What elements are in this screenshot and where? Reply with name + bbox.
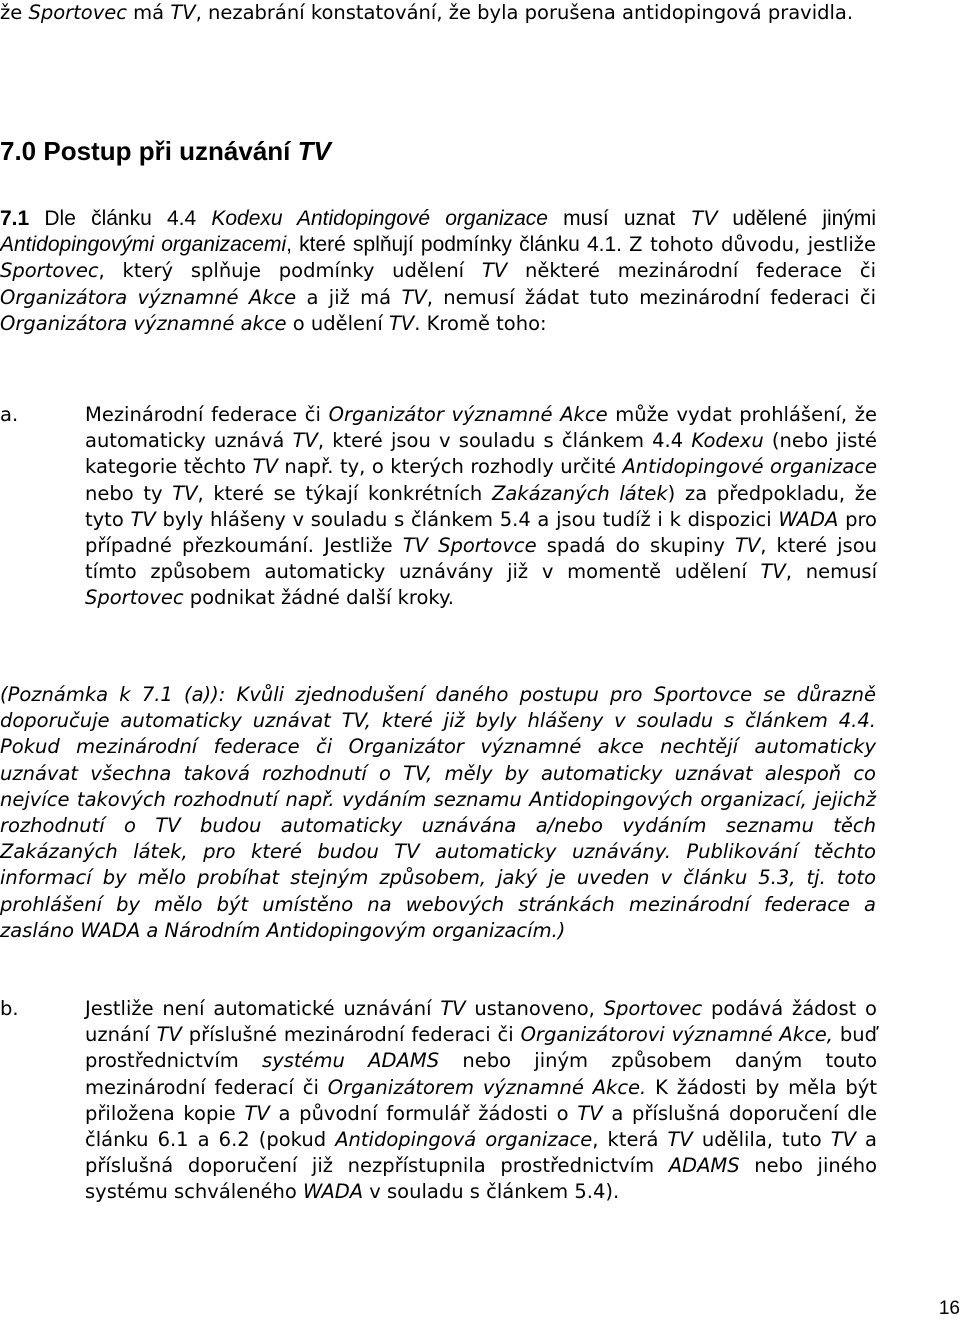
text-run: TV — [667, 1128, 693, 1152]
text-run: Kodexu Antidopingové organizace — [211, 207, 548, 230]
text-run: TV — [440, 997, 466, 1020]
text-run: Organizátor významné Akce — [328, 403, 608, 426]
text-run: Antidopingovými organizacemi — [0, 233, 287, 257]
text-run: Organizátorovi významné Akce, — [520, 1023, 833, 1047]
text-run: , nezabrání konstatování, že byla porušena antidopingová pravidla. — [195, 1, 854, 24]
text-run: Organizátora významné Akce — [0, 285, 297, 309]
section-heading — [0, 136, 331, 166]
text-run: v souladu s článkem 5.4). — [363, 1180, 620, 1204]
text-run: TV — [760, 560, 786, 584]
text-run: ustanoveno, — [465, 997, 604, 1020]
text-run: a již má — [296, 285, 402, 309]
text-run: Kodexu — [691, 429, 764, 453]
text-run: podává žádost o uznání — [85, 997, 877, 1047]
text-run: Sportovec — [28, 1, 127, 24]
text-run: byly hlášeny v souladu s článkem 5.4 a jsou tudíž i k dispozici — [155, 507, 779, 531]
text-run: TV — [130, 507, 156, 531]
text-run: TV — [401, 285, 427, 309]
text-run: Sportovec — [85, 586, 184, 610]
section-title: Postup při uznávání — [43, 136, 298, 166]
text-run: , které jsou v souladu s článkem 4.4 — [317, 429, 692, 453]
text-run: nebo ty — [85, 481, 173, 505]
text-run: Sportovec — [0, 259, 99, 283]
item-a-marker: a. — [0, 403, 19, 426]
text-run: ) za předpokladu, že tyto — [85, 481, 877, 531]
text-run: 7.1 — [0, 207, 30, 230]
text-run: ADAMS — [668, 1154, 740, 1178]
text-run: , nemusí — [785, 560, 878, 584]
text-run: některé mezinárodní federace či — [507, 259, 877, 283]
page-number: 16 — [938, 1298, 960, 1319]
text-run: Mezinárodní federace či — [85, 403, 329, 426]
text-run: a příslušná doporučení dle článku 6.1 a 6.2 (pokud — [85, 1101, 877, 1152]
text-run: spadá do skupiny — [536, 534, 735, 558]
text-run: . Kromě toho: — [414, 311, 547, 335]
text-run: TV — [734, 534, 761, 558]
text-run: podnikat žádné další kroky. — [183, 586, 454, 610]
text-run: TV Sportovce — [402, 534, 537, 558]
text-run: TV — [481, 259, 508, 283]
text-run: může vydat prohlášení, že automaticky uznává — [85, 403, 877, 453]
text-run: , která — [592, 1128, 668, 1152]
text-run: TV — [690, 207, 718, 230]
text-run: udělené jinými — [717, 207, 876, 230]
text-run: např. ty, o kterých rozhodly určité — [277, 455, 623, 479]
intro-paragraph — [0, 0, 876, 26]
text-run: buď prostřednictvím — [85, 1023, 877, 1073]
text-run: Dle článku 4.4 — [29, 207, 212, 230]
text-run: , který splňuje podmínky udělení — [98, 259, 482, 283]
text-run: pro případné přezkoumání. Jestliže — [85, 507, 877, 558]
text-run: Antidopingová organizace — [335, 1128, 593, 1152]
text-run: příslušné mezinárodní federaci či — [181, 1023, 521, 1047]
section-title-italic: TV — [297, 136, 331, 166]
text-run: musí uznat — [547, 207, 691, 230]
text-run: Jestliže není automatické uznávání — [85, 997, 441, 1020]
text-run: a příslušná doporučení již nezpřístupnila prostřednictvím — [85, 1128, 877, 1178]
comment-note: (Poznámka k 7.1 (a)): Kvůli zjednodušení daného postupu pro Sportovce se důrazně doporučuje automaticky uznávat TV, které již byly hlášeny v souladu s článkem 4.4. Pokud mezinárodní federace či Organizátor významné akce nechtějí automaticky uznávat všechna taková rozhodnutí o TV, měly by automaticky uznávat alespoň co nejvíce takových rozhodnutí např. vydáním seznamu Antidopingových organizací, jejichž rozhodnutí o TV budou automaticky uznávána a/nebo vydáním seznamu těch Zakázaných látek, pro které budou TV automaticky uznávány. Publikování těchto informací by mělo probíhat stejným způsobem, jaký je uveden v článku 5.3, tj. toto prohlášení by mělo být umístěno na webových stránkách mezinárodní federace a zasláno WADA a Národním Antidopingovým organizacím.) — [0, 683, 876, 942]
item-a-text — [85, 402, 877, 612]
text-run: systému ADAMS — [262, 1049, 440, 1073]
clause-7-1 — [0, 206, 876, 337]
item-b-text — [85, 996, 877, 1206]
text-run: TV — [830, 1128, 856, 1152]
text-run: WADA — [778, 507, 839, 531]
text-run: udělila, tuto — [692, 1128, 831, 1152]
text-run: nebo jiným způsobem daným touto mezinárodní federací či — [85, 1049, 877, 1099]
item-b-marker: b. — [0, 997, 19, 1020]
text-run: , které se týkají konkrétních — [197, 481, 492, 505]
text-run: TV — [170, 1, 196, 24]
text-run: TV — [156, 1023, 182, 1047]
text-run: Z tohoto důvodu, jestliže — [629, 233, 877, 257]
text-run: TV — [172, 481, 198, 505]
text-run: nebo jiného systému schváleného — [85, 1154, 878, 1204]
text-run: o udělení — [286, 311, 389, 335]
text-run: Organizátora významné akce — [0, 311, 287, 335]
text-run: TV — [252, 455, 278, 479]
text-run: , které splňují podmínky článku 4.1. — [286, 233, 630, 257]
text-run: a původní formulář žádosti o — [269, 1101, 578, 1125]
text-run: má — [126, 1, 171, 24]
section-number: 7.0 — [0, 136, 44, 166]
text-run: Zakázaných látek — [491, 481, 668, 505]
text-run: TV — [388, 311, 415, 335]
text-run: (nebo jisté kategorie těchto — [85, 429, 877, 479]
text-run: , které jsou tímto způsobem automaticky uznávány již v momentě udělení — [85, 534, 877, 584]
text-run: K žádosti by měla být přiložena kopie — [85, 1075, 877, 1125]
text-run: WADA — [303, 1180, 364, 1204]
text-run: Antidopingové organizace — [622, 455, 877, 479]
text-run: TV — [244, 1101, 270, 1125]
text-run: TV — [577, 1101, 603, 1125]
text-run: , nemusí žádat tuto mezinárodní federaci či — [426, 285, 877, 309]
text-run: Organizátorem významné Akce. — [327, 1075, 647, 1099]
text-run: TV — [292, 429, 318, 453]
text-run: Sportovec — [603, 997, 703, 1020]
text-run: že — [0, 1, 29, 24]
